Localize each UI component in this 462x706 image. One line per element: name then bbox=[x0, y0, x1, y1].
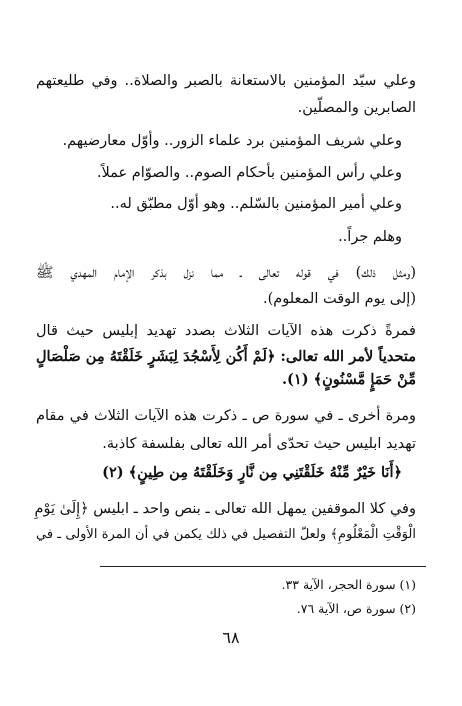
text-line: (إلى يوم الوقت المعلوم). bbox=[263, 291, 416, 307]
quran-verse-line: ﴿أَنَا خَيْرٌ مِّنْهُ خَلَقْتَنِي مِن نَّارٍ وَخَلَقْتَهُ مِن طِينٍ﴾ (٢) bbox=[102, 464, 402, 481]
text-line: وعلي شريف المؤمنين برد علماء الزور.. وأوّل معارضيهم. bbox=[62, 133, 402, 149]
text-line: الْوَقْتِ الْمَعْلُومِ﴾ ولعلّ التفصيل في ذلك يكمن في أن المرة الأولى ـ في bbox=[36, 527, 416, 542]
text-line: فمرةً ذكرت هذه الآيات الثلاث بصدد تهديد إبليس حيث قال bbox=[36, 323, 416, 339]
footnote: (٢) سورة ص، الآية ٧٦. bbox=[296, 601, 416, 616]
text-line: وعلي سيّد المؤمنين بالاستعانة بالصبر والصلاة.. وفي طليعتهم bbox=[36, 73, 416, 89]
text-line: الصابرين والمصلّين. bbox=[297, 100, 416, 116]
text-line: وفي كلا الموقفين يمهل الله تعالى ـ بنص واحد ـ ابليس ﴿إِلَىٰ يَوْمِ bbox=[34, 501, 416, 517]
text-line: وهلم جراً.. bbox=[338, 229, 402, 245]
quran-verse-line: مِّنْ حَمَإٍ مَّسْنُونٍ﴾ (١). bbox=[281, 371, 416, 388]
text-line: تهديد ابليس حيث تحدّى أمر الله تعالى بفلسفة كاذبة. bbox=[102, 436, 416, 452]
quran-verse-line: متحدياً لأمر الله تعالى: ﴿لَمْ أَكُن لِأَسْجُدَ لِبَشَرٍ خَلَقْتَهُ مِن صَلْصَالٍ bbox=[36, 348, 416, 365]
footnote: (١) سورة الحجر، الآية ٣٣. bbox=[281, 577, 416, 592]
page-number: ٦٨ bbox=[222, 628, 240, 647]
text-line: وعلي أمير المؤمنين بالسّلم.. وهو أوّل مطبّق له.. bbox=[110, 196, 402, 212]
text-line: وعلي رأس المؤمنين بأحكام الصوم.. والصوّام عملاً. bbox=[96, 165, 402, 181]
text-line: (ومثل ذلك) في قوله تعالى ـ مما نزل بذكر الإمام المهدي ﷺ bbox=[36, 265, 416, 281]
footnote-divider bbox=[100, 566, 426, 567]
text-line: ومرة أخرى ـ في سورة ص ـ ذكرت هذه الآيات الثلاث في مقام bbox=[36, 408, 416, 424]
